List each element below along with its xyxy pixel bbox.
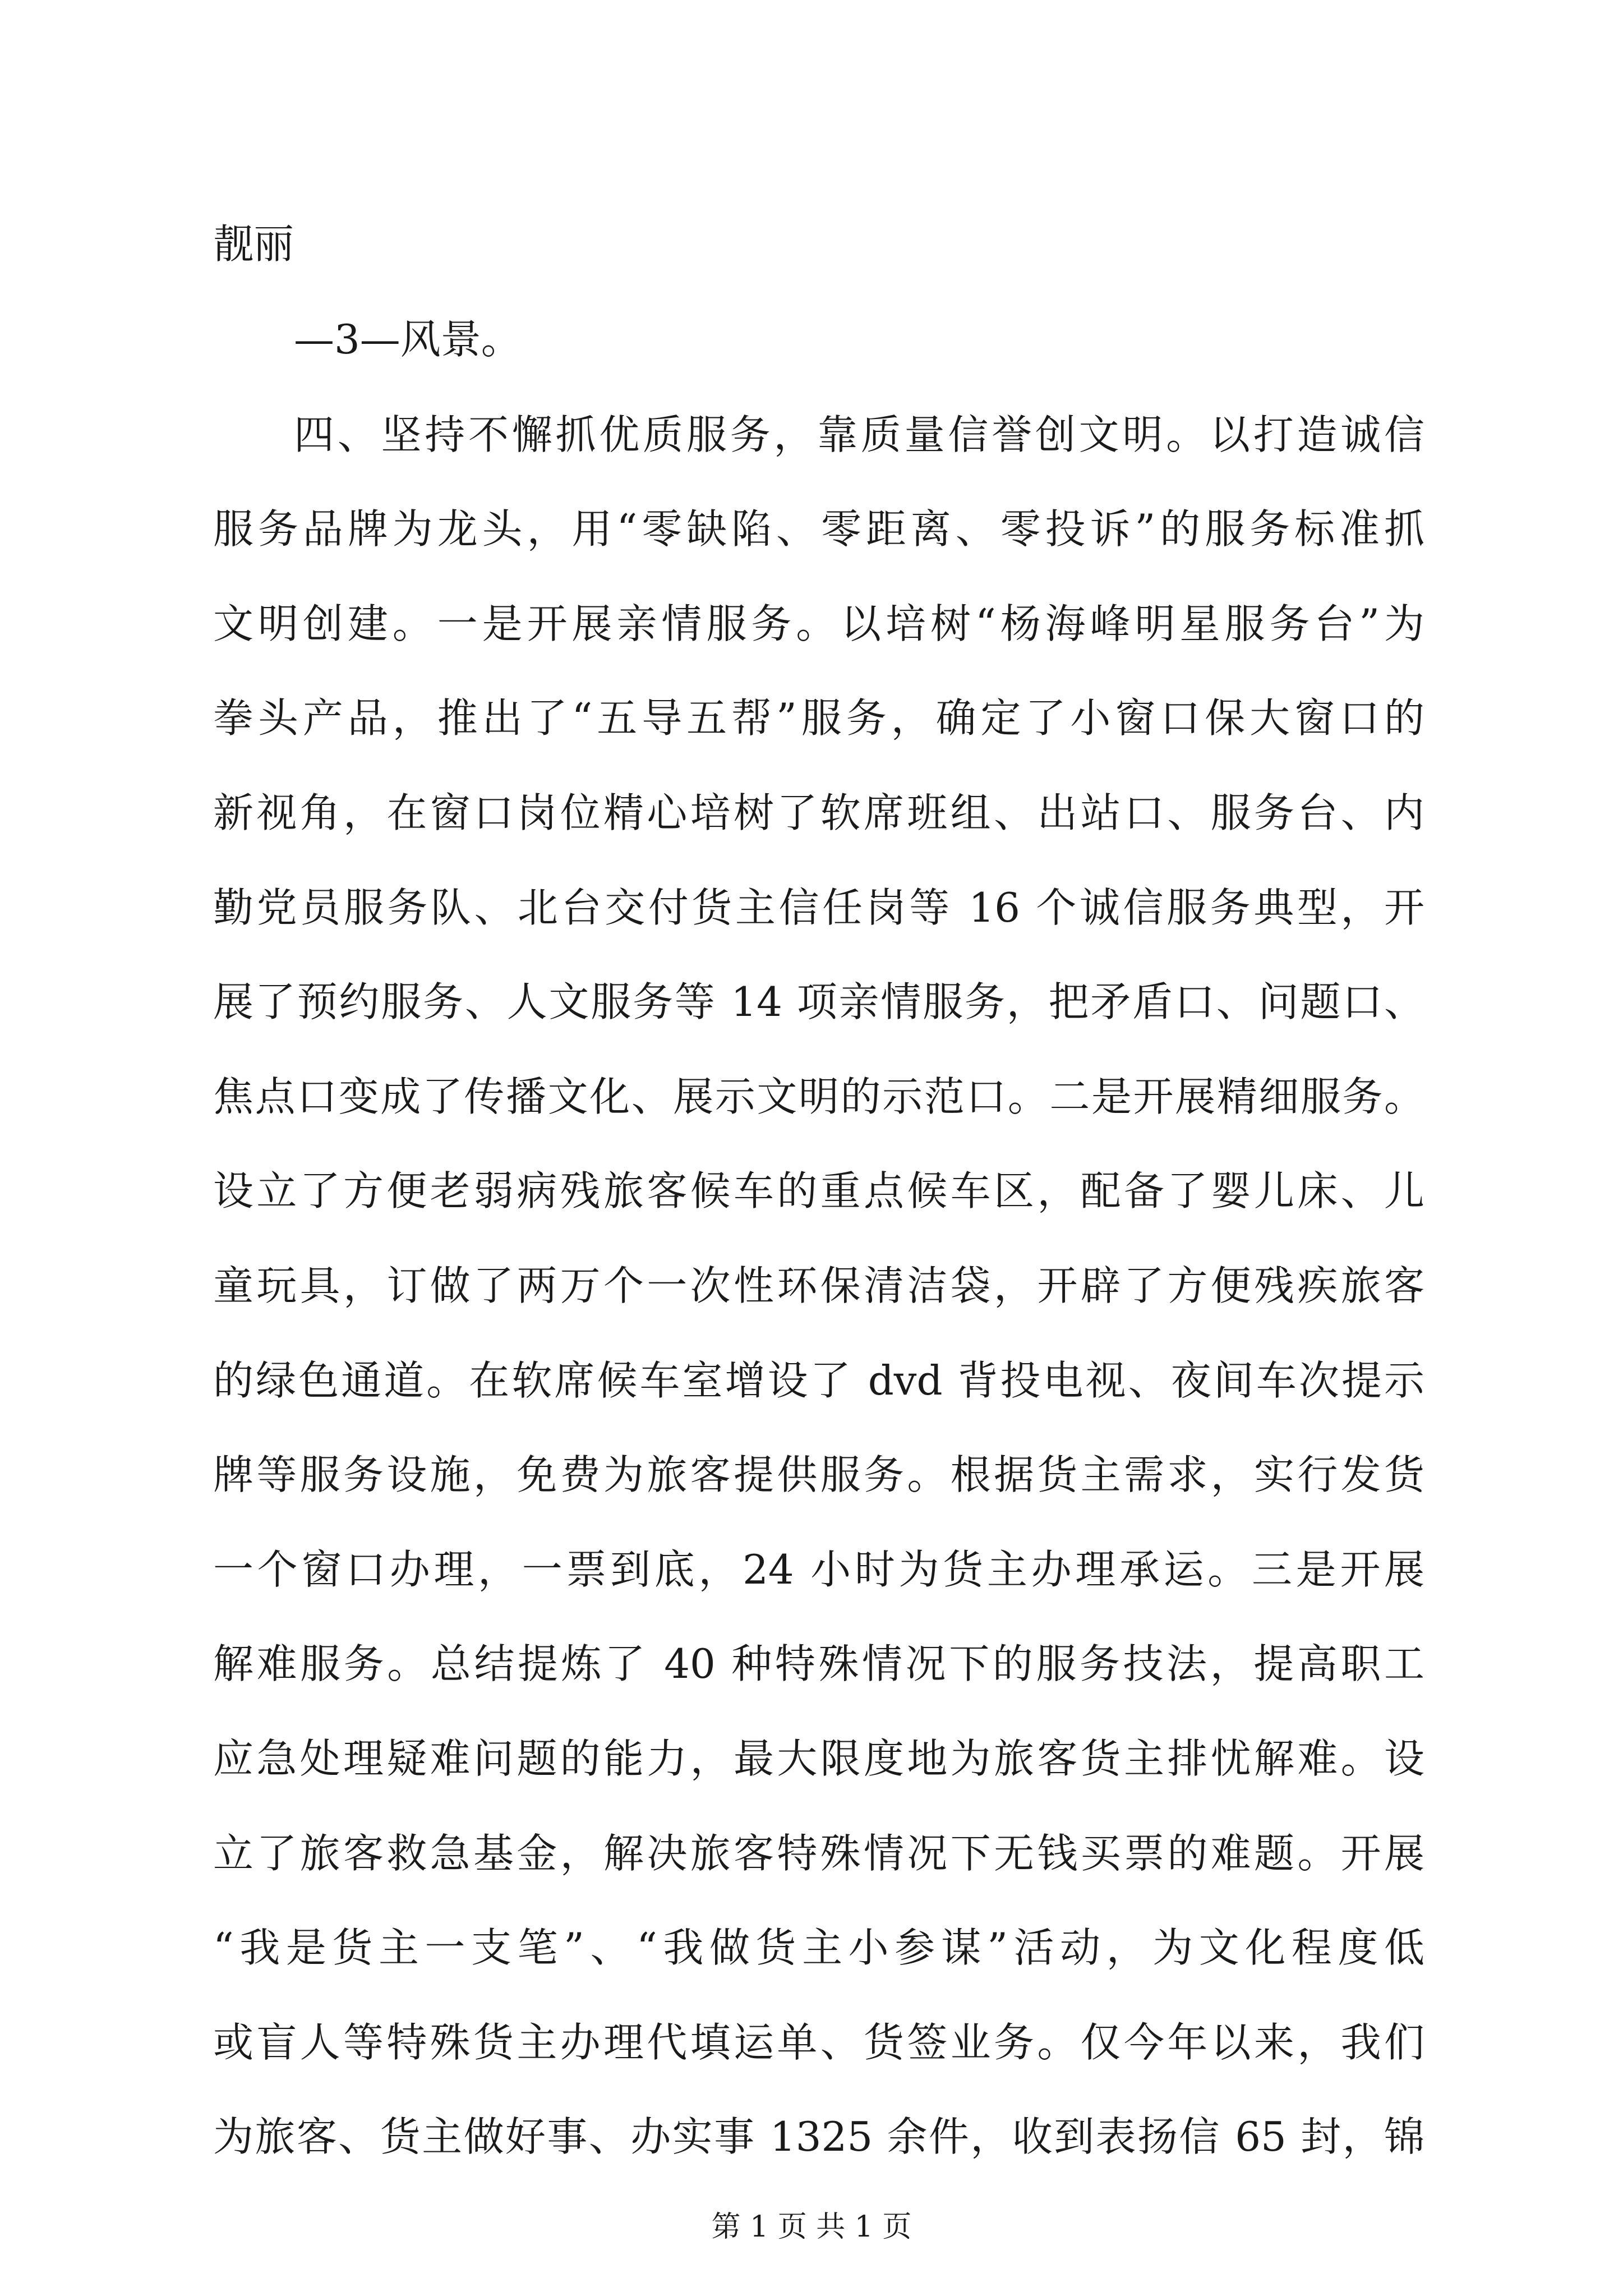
text-line: 靓丽 <box>213 220 294 268</box>
text-line: —3—风景。 <box>294 316 522 363</box>
text-line: 勤党员服务队、北台交付货主信任岗等 16 个诚信服务典型，开 <box>213 884 1424 931</box>
text-line: 为旅客、货主做好事、办实事 1325 余件，收到表扬信 65 封，锦 <box>213 2113 1424 2160</box>
text-line: 服务品牌为龙头，用“零缺陷、零距离、零投诉”的服务标准抓 <box>213 505 1424 553</box>
page-footer: 第 1 页 共 1 页 <box>711 2210 912 2244</box>
text-line: 童玩具，订做了两万个一次性环保清洁袋，开辟了方便残疾旅客 <box>213 1262 1424 1309</box>
text-line: 展了预约服务、人文服务等 14 项亲情服务，把矛盾口、问题口、 <box>213 978 1424 1025</box>
paragraph-first-line: 四、坚持不懈抓优质服务，靠质量信誉创文明。以打造诚信 <box>294 411 1424 458</box>
text-line: “我是货主一支笔”、“我做货主小参谋”活动，为文化程度低 <box>213 1924 1424 1971</box>
text-line: 一个窗口办理，一票到底，24 小时为货主办理承运。三是开展 <box>213 1546 1424 1593</box>
text-line: 设立了方便老弱病残旅客候车的重点候车区，配备了婴儿床、儿 <box>213 1167 1424 1214</box>
text-line: 应急处理疑难问题的能力，最大限度地为旅客货主排忧解难。设 <box>213 1735 1424 1782</box>
text-line: 的绿色通道。在软席候车室增设了 dvd 背投电视、夜间车次提示 <box>213 1357 1424 1404</box>
text-line: 解难服务。总结提炼了 40 种特殊情况下的服务技法，提高职工 <box>213 1640 1424 1687</box>
text-line: 焦点口变成了传播文化、展示文明的示范口。二是开展精细服务。 <box>213 1073 1424 1120</box>
text-line: 拳头产品，推出了“五导五帮”服务，确定了小窗口保大窗口的 <box>213 694 1424 742</box>
text-line: 新视角，在窗口岗位精心培树了软席班组、出站口、服务台、内 <box>213 789 1424 836</box>
text-line: 或盲人等特殊货主办理代填运单、货签业务。仅今年以来，我们 <box>213 2019 1424 2066</box>
text-line: 文明创建。一是开展亲情服务。以培树“杨海峰明星服务台”为 <box>213 600 1424 647</box>
text-line: 牌等服务设施，免费为旅客提供服务。根据货主需求，实行发货 <box>213 1451 1424 1498</box>
text-line: 立了旅客救急基金，解决旅客特殊情况下无钱买票的难题。开展 <box>213 1830 1424 1877</box>
